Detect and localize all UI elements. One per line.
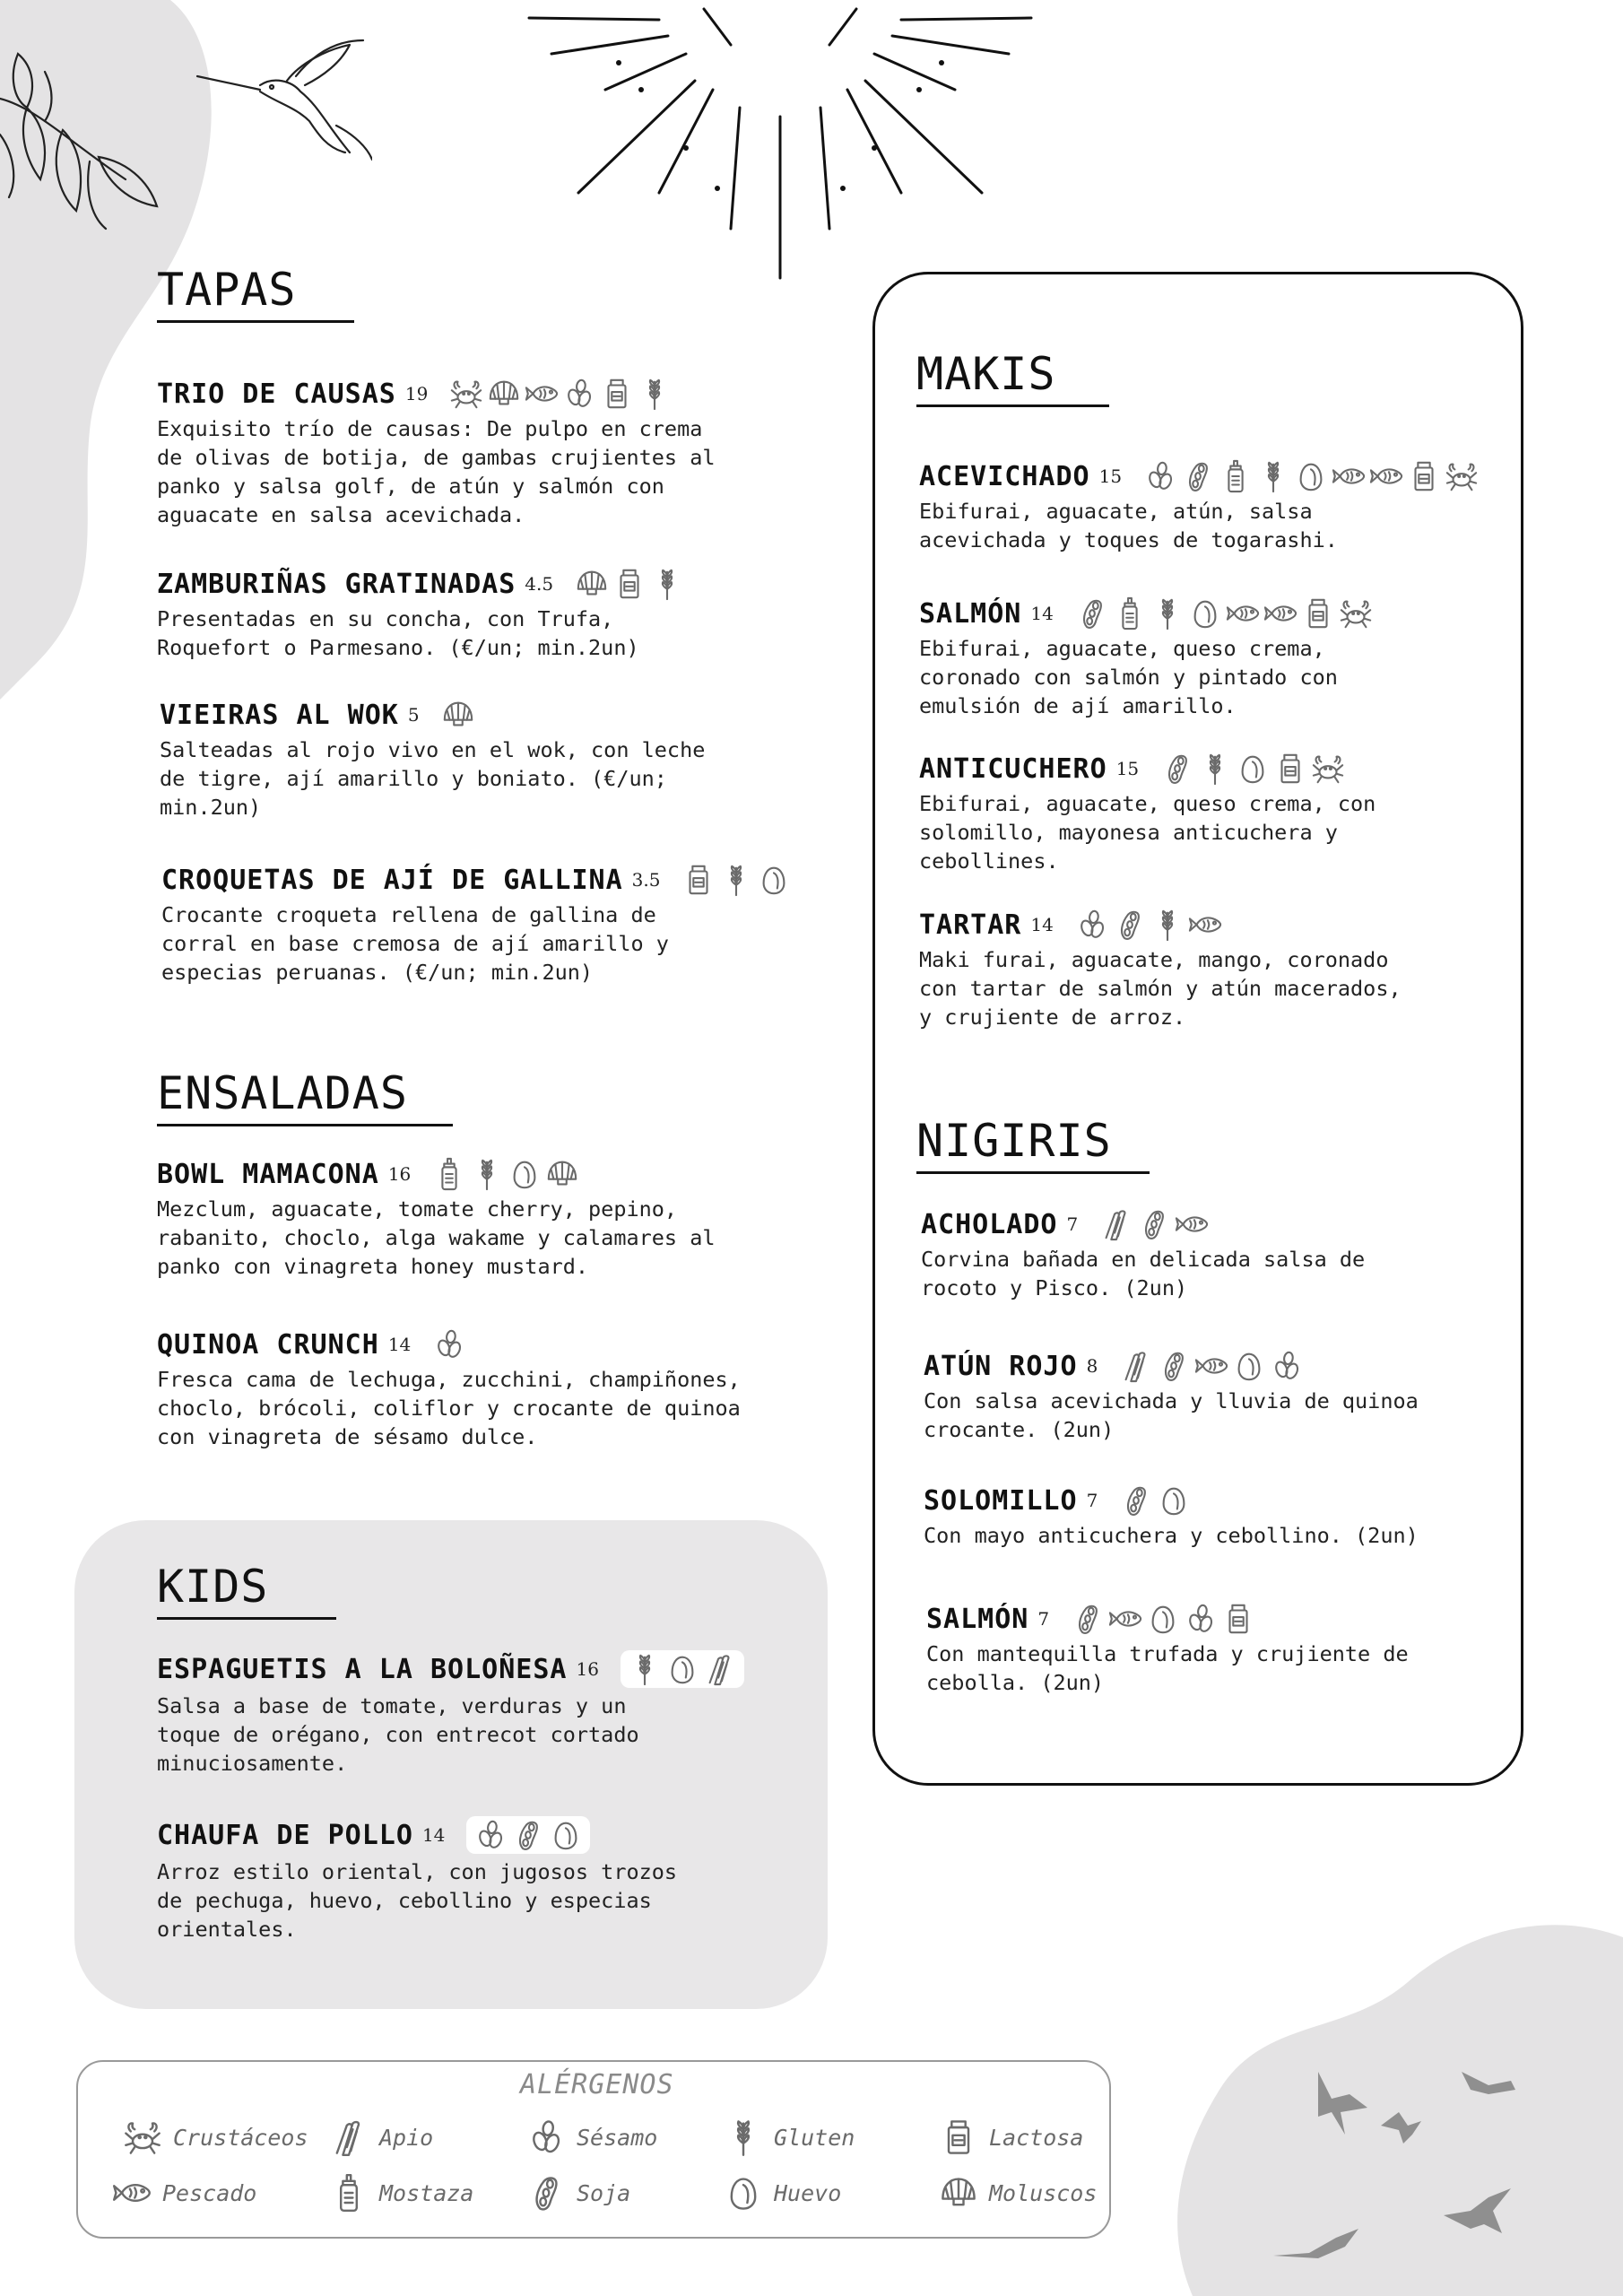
menu-item xyxy=(919,908,1402,1031)
allergen-icons xyxy=(1099,1207,1209,1241)
wheat-icon xyxy=(1150,908,1185,942)
menu-item-description: Mezclum, aguacate, tomate cherry, pepino, rabanito, choclo, alga wakame y calamares al panko con vinagreta honey mustard. xyxy=(157,1196,716,1279)
menu-item-description: Ebifurai, aguacate, atún, salsa acevichada y toques de togarashi. xyxy=(919,499,1338,552)
soy-icon xyxy=(526,2173,566,2213)
fish-icon xyxy=(1369,459,1403,493)
soy-icon xyxy=(1160,752,1194,786)
allergen-icons xyxy=(1075,908,1222,942)
allergen-legend-item xyxy=(724,2173,841,2213)
section-title-ensaladas: ENSALADAS xyxy=(157,1069,453,1126)
sun-rays-illustration xyxy=(525,0,1036,287)
mustard-icon xyxy=(329,2173,369,2213)
menu-item-header xyxy=(157,1327,741,1361)
mustard-icon xyxy=(432,1157,466,1191)
menu-item-price: 5 xyxy=(407,704,420,726)
menu-item xyxy=(921,1207,1365,1302)
wheat-icon xyxy=(1150,596,1185,631)
fish-icon xyxy=(1332,459,1366,493)
menu-item-price: 7 xyxy=(1037,1608,1050,1630)
allergen-legend-item xyxy=(329,2173,473,2213)
menu-item xyxy=(919,752,1376,875)
celery-icon xyxy=(1099,1207,1133,1241)
sesame-icon xyxy=(1270,1349,1304,1383)
menu-item-header xyxy=(921,1207,1365,1241)
menu-item-name: ACHOLADO xyxy=(921,1208,1058,1240)
menu-item-description: Salteadas al rojo vivo en el wok, con leche de tigre, ají amarillo y boniato. (€/un; min.2un) xyxy=(160,737,706,820)
fish-icon xyxy=(1108,1602,1142,1636)
menu-item-name: ESPAGUETIS A LA BOLOÑESA xyxy=(157,1653,568,1685)
menu-item xyxy=(926,1602,1409,1697)
allergen-legend-item xyxy=(112,2173,256,2213)
milk-icon xyxy=(1273,752,1307,786)
egg-icon xyxy=(508,1157,542,1191)
menu-item-price: 15 xyxy=(1115,758,1140,779)
menu-item xyxy=(157,1650,744,1778)
menu-item-header xyxy=(919,596,1373,631)
sesame-icon xyxy=(562,377,596,411)
menu-item xyxy=(919,596,1373,720)
allergen-icons xyxy=(681,863,791,897)
soy-icon xyxy=(1181,459,1215,493)
allergen-icons xyxy=(441,698,475,732)
section-title-tapas: TAPAS xyxy=(157,265,354,323)
fish-icon xyxy=(1226,596,1260,631)
menu-item-name: TARTAR xyxy=(919,909,1022,941)
menu-item xyxy=(924,1349,1419,1444)
section-title-makis: MAKIS xyxy=(916,350,1109,407)
allergen-legend xyxy=(76,2060,1111,2239)
section-title-nigiris: NIGIRIS xyxy=(916,1117,1150,1174)
menu-item-description: Ebifurai, aguacate, queso crema, con solomillo, mayonesa anticuchera y cebollines. xyxy=(919,791,1376,874)
allergen-legend-item xyxy=(939,2173,1097,2213)
fish-icon xyxy=(1188,908,1222,942)
soy-icon xyxy=(1075,596,1109,631)
menu-item-name: QUINOA CRUNCH xyxy=(157,1328,379,1361)
allergen-label: Soja xyxy=(577,2179,631,2206)
menu-item-name: SALMÓN xyxy=(926,1603,1029,1635)
menu-item xyxy=(919,459,1479,554)
crab-icon xyxy=(1339,596,1373,631)
menu-item-name: BOWL MAMACONA xyxy=(157,1158,379,1190)
wheat-icon xyxy=(470,1157,504,1191)
soy-icon xyxy=(1113,908,1147,942)
allergen-label: Huevo xyxy=(774,2179,842,2206)
menu-item-name: ACEVICHADO xyxy=(919,460,1090,492)
menu-item-description: Con mayo anticuchera y cebollino. (2un) xyxy=(924,1523,1419,1548)
menu-item-price: 7 xyxy=(1066,1213,1079,1235)
crab-icon xyxy=(1311,752,1345,786)
menu-item-price: 4.5 xyxy=(525,573,554,595)
crab-icon xyxy=(449,377,483,411)
mustard-icon xyxy=(1113,596,1147,631)
sesame-icon xyxy=(432,1327,466,1361)
menu-item-description: Arroz estilo oriental, con jugosos trozos de pechuga, huevo, cebollino y especias orientales. xyxy=(157,1859,678,1942)
menu-item-header xyxy=(157,377,716,411)
soy-icon xyxy=(1071,1602,1105,1636)
soy-icon xyxy=(1137,1207,1171,1241)
allergen-legend-item xyxy=(939,2118,1083,2157)
allergen-icons xyxy=(1160,752,1345,786)
menu-item-price: 16 xyxy=(387,1163,412,1185)
milk-icon xyxy=(600,377,634,411)
egg-icon xyxy=(549,1818,583,1852)
allergen-icons xyxy=(1119,1483,1191,1518)
allergen-label: Gluten xyxy=(774,2124,855,2151)
menu-item-name: ANTICUCHERO xyxy=(919,752,1107,785)
menu-item xyxy=(157,1157,716,1281)
celery-icon xyxy=(1119,1349,1153,1383)
allergen-icons xyxy=(1119,1349,1304,1383)
sesame-icon xyxy=(1184,1602,1218,1636)
fish-icon xyxy=(112,2173,152,2213)
menu-item-description: Exquisito trío de causas: De pulpo en crema de olivas de botija, de gambas crujientes al panko y salsa golf, de atún y salmón con aguacate en salsa acevichada. xyxy=(157,416,716,527)
allergen-icons xyxy=(432,1157,579,1191)
allergen-label: Pescado xyxy=(162,2179,257,2206)
shell-icon xyxy=(441,698,475,732)
allergen-legend-item xyxy=(526,2118,657,2157)
allergen-label: Apio xyxy=(379,2124,434,2151)
celery-icon xyxy=(329,2118,369,2157)
shell-icon xyxy=(487,377,521,411)
allergen-legend-item xyxy=(123,2118,308,2157)
milk-icon xyxy=(939,2118,978,2157)
menu-item-name: ATÚN ROJO xyxy=(924,1350,1078,1382)
egg-icon xyxy=(665,1652,699,1686)
menu-item-price: 14 xyxy=(1030,603,1054,624)
menu-item-description: Ebifurai, aguacate, queso crema, coronado con salmón y pintado con emulsión de ají amarillo. xyxy=(919,636,1338,718)
menu-item-name: CROQUETAS DE AJÍ DE GALLINA xyxy=(161,864,623,896)
menu-item-description: Maki furai, aguacate, mango, coronado con tartar de salmón y atún macerados, y crujiente de arroz. xyxy=(919,947,1402,1030)
menu-item-header xyxy=(924,1349,1419,1383)
allergen-icons xyxy=(1075,596,1373,631)
milk-icon xyxy=(1407,459,1441,493)
allergen-legend-item xyxy=(329,2118,433,2157)
egg-icon xyxy=(1188,596,1222,631)
milk-icon xyxy=(1301,596,1335,631)
egg-icon xyxy=(1146,1602,1180,1636)
milk-icon xyxy=(1221,1602,1255,1636)
menu-item-header xyxy=(919,752,1376,786)
menu-item-description: Crocante croqueta rellena de gallina de corral en base cremosa de ají amarillo y especias peruanas. (€/un; min.2un) xyxy=(161,902,669,985)
shell-icon xyxy=(545,1157,579,1191)
allergen-label: Mostaza xyxy=(379,2179,474,2206)
menu-item xyxy=(924,1483,1419,1550)
allergen-icons xyxy=(432,1327,466,1361)
milk-icon xyxy=(681,863,716,897)
allergen-icons xyxy=(466,1816,590,1854)
fish-icon xyxy=(1175,1207,1209,1241)
menu-item-header xyxy=(157,1650,744,1688)
wheat-icon xyxy=(1198,752,1232,786)
egg-icon xyxy=(757,863,791,897)
mustard-icon xyxy=(1219,459,1253,493)
menu-item-name: TRIO DE CAUSAS xyxy=(157,378,396,410)
hummingbird-illustration xyxy=(193,36,372,161)
fish-icon xyxy=(1263,596,1298,631)
menu-item xyxy=(161,863,791,987)
menu-item-name: CHAUFA DE POLLO xyxy=(157,1819,413,1851)
shell-icon xyxy=(939,2173,978,2213)
allergen-label: Crustáceos xyxy=(173,2124,308,2151)
allergen-icons xyxy=(1143,459,1479,493)
egg-icon xyxy=(1294,459,1328,493)
section-title-kids: KIDS xyxy=(157,1562,336,1620)
menu-item-header xyxy=(161,863,791,897)
fish-icon xyxy=(1194,1349,1228,1383)
wheat-icon xyxy=(628,1652,662,1686)
leaf-branch-illustration xyxy=(0,36,179,233)
menu-item-name: SOLOMILLO xyxy=(924,1484,1078,1517)
menu-item xyxy=(157,377,716,529)
menu-item-price: 14 xyxy=(421,1824,446,1846)
menu-item xyxy=(160,698,705,822)
menu-item-header xyxy=(926,1602,1409,1636)
wheat-icon xyxy=(650,567,684,601)
menu-item-price: 19 xyxy=(404,383,429,404)
allergen-label: Moluscos xyxy=(989,2179,1098,2206)
menu-item-price: 7 xyxy=(1086,1490,1098,1511)
egg-icon xyxy=(724,2173,763,2213)
menu-item-price: 14 xyxy=(387,1334,412,1355)
soy-icon xyxy=(511,1818,545,1852)
soy-icon xyxy=(1157,1349,1191,1383)
sesame-icon xyxy=(1143,459,1177,493)
menu-item-price: 16 xyxy=(576,1658,599,1680)
menu-item xyxy=(157,567,684,662)
wheat-icon xyxy=(638,377,672,411)
menu-item-price: 14 xyxy=(1030,914,1054,935)
menu-item-price: 8 xyxy=(1086,1355,1098,1377)
crab-icon xyxy=(123,2118,162,2157)
wheat-icon xyxy=(724,2118,763,2157)
allergen-label: Sésamo xyxy=(577,2124,658,2151)
menu-item-header xyxy=(919,908,1402,942)
menu-item-description: Corvina bañada en delicada salsa de rocoto y Pisco. (2un) xyxy=(921,1247,1366,1300)
allergen-legend-title: ALÉRGENOS xyxy=(520,2069,674,2100)
birds-illustration xyxy=(1255,2054,1569,2269)
menu-item-name: VIEIRAS AL WOK xyxy=(160,699,399,731)
allergen-legend-item xyxy=(526,2173,630,2213)
sesame-icon xyxy=(526,2118,566,2157)
menu-item-description: Fresca cama de lechuga, zucchini, champiñones, choclo, brócoli, coliflor y crocante de quinoa con vinagreta de sésamo dulce. xyxy=(157,1367,741,1449)
egg-icon xyxy=(1236,752,1270,786)
crab-icon xyxy=(1445,459,1479,493)
egg-icon xyxy=(1157,1483,1191,1518)
celery-icon xyxy=(703,1652,737,1686)
wheat-icon xyxy=(719,863,753,897)
milk-icon xyxy=(612,567,647,601)
soy-icon xyxy=(1119,1483,1153,1518)
allergen-icons xyxy=(575,567,684,601)
allergen-icons xyxy=(621,1650,744,1688)
menu-item-description: Salsa a base de tomate, verduras y un toque de orégano, con entrecot cortado minuciosamente. xyxy=(157,1693,639,1776)
menu-item-description: Presentadas en su concha, con Trufa, Roquefort o Parmesano. (€/un; min.2un) xyxy=(157,606,639,660)
menu-item-name: SALMÓN xyxy=(919,597,1022,630)
menu-item-name: ZAMBURIÑAS GRATINADAS xyxy=(157,568,516,600)
menu-item-description: Con mantequilla trufada y crujiente de cebolla. (2un) xyxy=(926,1641,1409,1695)
menu-item-price: 3.5 xyxy=(631,869,661,891)
allergen-label: Lactosa xyxy=(989,2124,1084,2151)
menu-item-price: 15 xyxy=(1098,465,1123,487)
fish-icon xyxy=(525,377,559,411)
menu-item-header xyxy=(157,1816,677,1854)
menu-item-header xyxy=(919,459,1479,493)
allergen-legend-item xyxy=(724,2118,855,2157)
menu-item-header xyxy=(924,1483,1419,1518)
allergen-icons xyxy=(449,377,672,411)
menu-item-header xyxy=(160,698,705,732)
menu-item-description: Con salsa acevichada y lluvia de quinoa crocante. (2un) xyxy=(924,1388,1419,1442)
sesame-icon xyxy=(473,1818,508,1852)
allergen-icons xyxy=(1071,1602,1255,1636)
menu-item-header xyxy=(157,1157,716,1191)
menu-item xyxy=(157,1327,741,1451)
shell-icon xyxy=(575,567,609,601)
menu-item xyxy=(157,1816,677,1944)
wheat-icon xyxy=(1256,459,1290,493)
sesame-icon xyxy=(1075,908,1109,942)
egg-icon xyxy=(1232,1349,1266,1383)
menu-item-header xyxy=(157,567,684,601)
